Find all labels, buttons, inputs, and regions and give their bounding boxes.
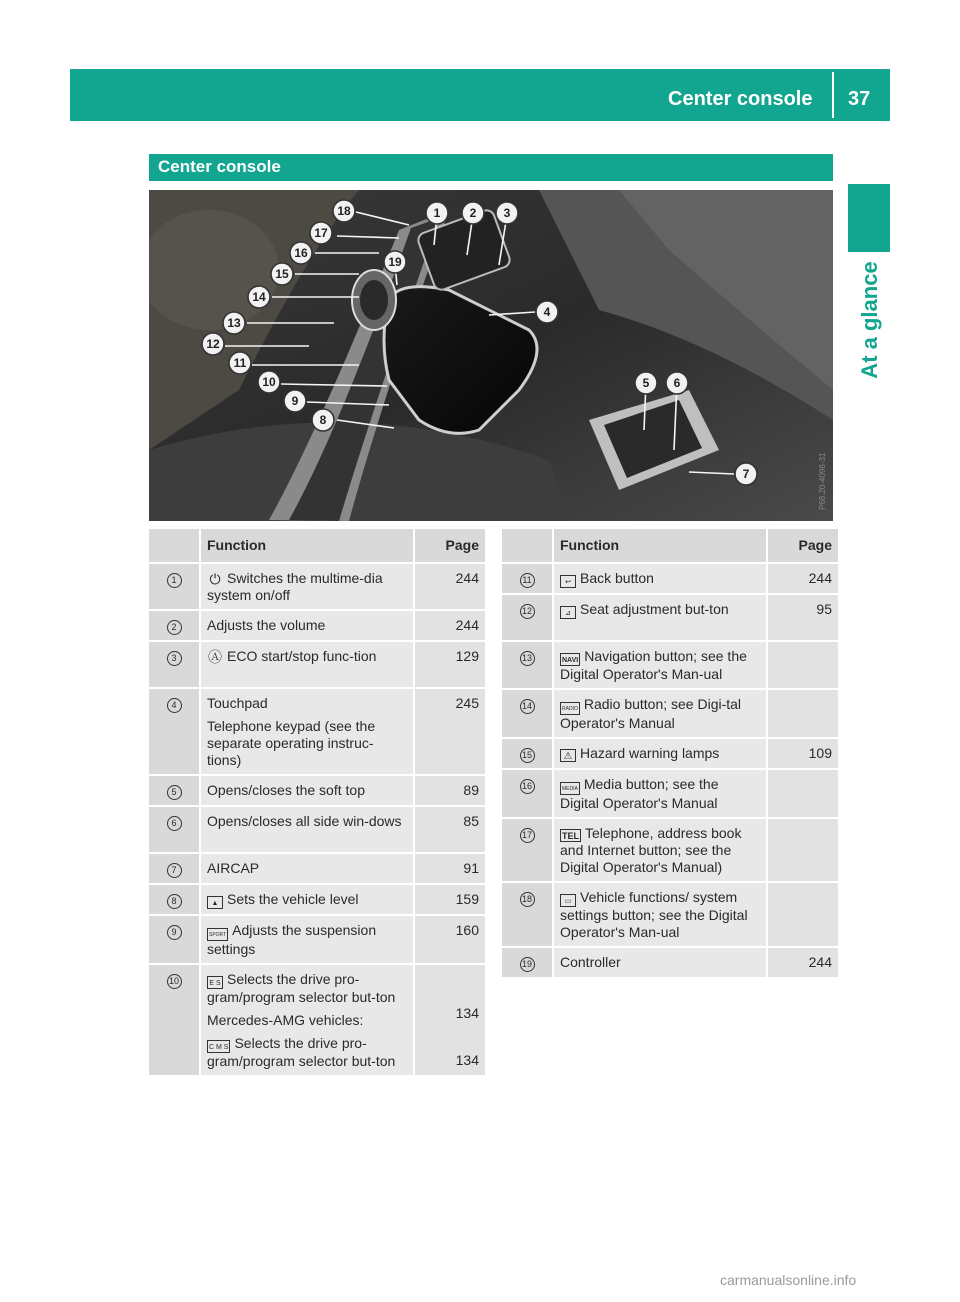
- table-row: [502, 641, 838, 689]
- row-number: 13: [520, 651, 535, 666]
- media-icon: MEDIA: [560, 782, 580, 795]
- svg-text:19: 19: [388, 255, 402, 269]
- svg-text:13: 13: [227, 316, 241, 330]
- function-text: Selects the drive pro-gram/program selector but-ton: [207, 971, 396, 1005]
- function-text: Controller: [560, 954, 621, 970]
- function-text: Navigation button; see the Digital Operator's Man-ual: [560, 648, 747, 682]
- page-number: 37: [848, 88, 871, 110]
- function-text: Touchpad: [207, 695, 268, 711]
- callout-10: [258, 371, 280, 393]
- svg-text:3: 3: [503, 206, 511, 220]
- function-table-left: [149, 529, 485, 1077]
- row-number: 14: [520, 699, 535, 714]
- function-text: Media button; see the Digital Operator's Manual: [560, 776, 719, 811]
- function-text: Adjusts the suspension settings: [207, 922, 377, 957]
- row-number: 8: [167, 894, 182, 909]
- function-text-amg: Selects the drive pro-gram/program selector but-ton: [207, 1035, 396, 1069]
- function-text: Back button: [580, 570, 654, 586]
- header-title: Center console: [668, 88, 813, 110]
- callout-8: [312, 409, 334, 431]
- svg-text:5: 5: [642, 376, 650, 390]
- callout-11: [229, 352, 251, 374]
- row-number: 3: [167, 651, 182, 666]
- center-console-photo: [149, 190, 833, 521]
- svg-text:11: 11: [233, 356, 247, 370]
- column-header-page: Page: [767, 529, 838, 563]
- page-ref-link[interactable]: [767, 641, 838, 689]
- svg-text:15: 15: [275, 267, 289, 281]
- svg-text:12: 12: [206, 337, 220, 351]
- svg-text:8: 8: [319, 413, 327, 427]
- table-row: [502, 689, 838, 738]
- amg-drive-program-icon: C M S: [207, 1040, 230, 1053]
- table-row: [502, 563, 838, 594]
- function-text: Switches the multime-dia system on/off: [207, 570, 383, 603]
- vehicle-level-icon: ▲: [207, 896, 223, 909]
- callout-6: [666, 372, 688, 394]
- callout-12: [202, 333, 224, 355]
- row-number: 2: [167, 620, 182, 635]
- callout-14: [248, 286, 270, 308]
- row-number: 4: [167, 698, 182, 713]
- figure-code: P68.20-4098-31: [818, 452, 827, 510]
- table-row: [149, 563, 485, 610]
- svg-text:14: 14: [252, 290, 266, 304]
- table-row: [149, 915, 485, 964]
- page-ref-link[interactable]: 244: [767, 947, 838, 978]
- row-number: 7: [167, 863, 182, 878]
- header-divider: [832, 72, 834, 118]
- page-ref-link[interactable]: 109: [767, 738, 838, 769]
- svg-text:1: 1: [433, 206, 441, 220]
- function-text-extra: Mercedes-AMG vehicles:: [207, 1012, 364, 1028]
- seat-icon: ⊿: [560, 606, 576, 619]
- table-row: [149, 884, 485, 915]
- svg-text:6: 6: [673, 376, 681, 390]
- table-row: [149, 853, 485, 884]
- page-ref-link[interactable]: 244: [414, 563, 485, 610]
- callout-1: [426, 202, 448, 224]
- column-header-function: Function: [553, 529, 767, 563]
- table-row: [502, 882, 838, 947]
- row-number: 12: [520, 604, 535, 619]
- table-row: [149, 775, 485, 806]
- function-text: Adjusts the volume: [207, 617, 326, 633]
- function-text: Hazard warning lamps: [580, 745, 720, 761]
- svg-text:10: 10: [262, 375, 276, 389]
- function-text: Telephone, address book and Internet button; see the Digital Operator's Manual): [560, 825, 742, 875]
- page-ref-link[interactable]: 159: [414, 884, 485, 915]
- watermark: carmanualsonline.info: [720, 1272, 857, 1288]
- table-row: [149, 806, 485, 853]
- side-tab-marker: [848, 184, 890, 252]
- function-text: Vehicle functions/ system settings button; see the Digital Operator's Man-ual: [560, 889, 748, 940]
- page-ref-link-amg[interactable]: 134: [455, 1052, 479, 1068]
- svg-text:7: 7: [742, 467, 750, 481]
- page-ref-link[interactable]: 91: [414, 853, 485, 884]
- page-ref-link[interactable]: 129: [414, 641, 485, 688]
- page-ref-link[interactable]: 160: [414, 915, 485, 964]
- function-text: Seat adjustment but-ton: [580, 601, 729, 617]
- page-ref-link[interactable]: [767, 769, 838, 818]
- callout-13: [223, 312, 245, 334]
- function-table-right: [502, 529, 838, 979]
- table-row: [502, 947, 838, 978]
- function-text: Opens/closes the soft top: [207, 782, 365, 798]
- page-ref-link[interactable]: 85: [414, 806, 485, 853]
- navi-icon: NAVI: [560, 653, 580, 666]
- svg-text:16: 16: [294, 246, 308, 260]
- callout-7: [735, 463, 757, 485]
- function-text: Sets the vehicle level: [227, 891, 359, 907]
- row-number: 11: [520, 573, 535, 588]
- callout-4: [536, 301, 558, 323]
- row-number: 5: [167, 785, 182, 800]
- row-number: 17: [520, 828, 535, 843]
- table-row: [149, 641, 485, 688]
- eco-start-stop-icon: Ⓐ: [208, 649, 222, 665]
- page-ref-link[interactable]: [767, 882, 838, 947]
- page-ref-link[interactable]: 244: [414, 610, 485, 641]
- sport-comfort-icon: SPORT: [207, 928, 228, 941]
- power-icon: ⏻: [209, 571, 221, 587]
- row-number: 16: [520, 779, 535, 794]
- page-ref-link[interactable]: 89: [414, 775, 485, 806]
- table-row: [502, 818, 838, 882]
- callout-3: [496, 202, 518, 224]
- callout-19: [384, 251, 406, 273]
- callout-17: [310, 222, 332, 244]
- callout-2: [462, 202, 484, 224]
- side-tab-label: At a glance: [857, 261, 882, 379]
- table-row: [502, 738, 838, 769]
- row-number: 1: [167, 573, 182, 588]
- table-row: [149, 688, 485, 775]
- page-ref-link[interactable]: 244: [767, 563, 838, 594]
- tel-icon: TEL: [562, 831, 579, 841]
- page-ref-link[interactable]: 134: [455, 1005, 479, 1021]
- function-text-extra: Telephone keypad (see the separate operating instruc-tions): [207, 718, 376, 768]
- row-number: 10: [167, 974, 182, 989]
- vehicle-functions-icon: ▭: [560, 894, 576, 907]
- table-row: [502, 769, 838, 818]
- callout-9: [284, 390, 306, 412]
- svg-text:17: 17: [314, 226, 328, 240]
- function-text: AIRCAP: [207, 860, 260, 876]
- table-row: [149, 964, 485, 1076]
- function-text: ECO start/stop func-tion: [227, 648, 377, 664]
- column-header-page: Page: [414, 529, 485, 563]
- page-ref-link[interactable]: 95: [767, 594, 838, 641]
- callout-5: [635, 372, 657, 394]
- row-number: 9: [167, 925, 182, 940]
- svg-text:2: 2: [469, 206, 477, 220]
- svg-text:4: 4: [543, 305, 551, 319]
- callout-15: [271, 263, 293, 285]
- svg-text:18: 18: [337, 204, 351, 218]
- table-row: [502, 594, 838, 641]
- table-row: [149, 610, 485, 641]
- radio-icon: RADIO: [560, 702, 580, 715]
- function-text: Opens/closes all side win-dows: [207, 813, 402, 829]
- row-number: 18: [520, 892, 535, 907]
- page-ref-link[interactable]: [767, 818, 838, 882]
- row-number: 6: [167, 816, 182, 831]
- page-ref-link[interactable]: [767, 689, 838, 738]
- function-text: Radio button; see Digi-tal Operator's Manual: [560, 696, 742, 731]
- row-number: 19: [520, 957, 535, 972]
- hazard-warning-icon: ⚠: [560, 749, 576, 762]
- column-header-function: Function: [200, 529, 414, 563]
- page-ref-link[interactable]: 245: [414, 688, 485, 775]
- svg-text:9: 9: [291, 394, 299, 408]
- callout-16: [290, 242, 312, 264]
- callout-18: [333, 200, 355, 222]
- row-number: 15: [520, 748, 535, 763]
- back-icon: ↩: [560, 575, 576, 588]
- section-title: Center console: [158, 157, 281, 176]
- drive-program-icon: E S: [207, 976, 223, 989]
